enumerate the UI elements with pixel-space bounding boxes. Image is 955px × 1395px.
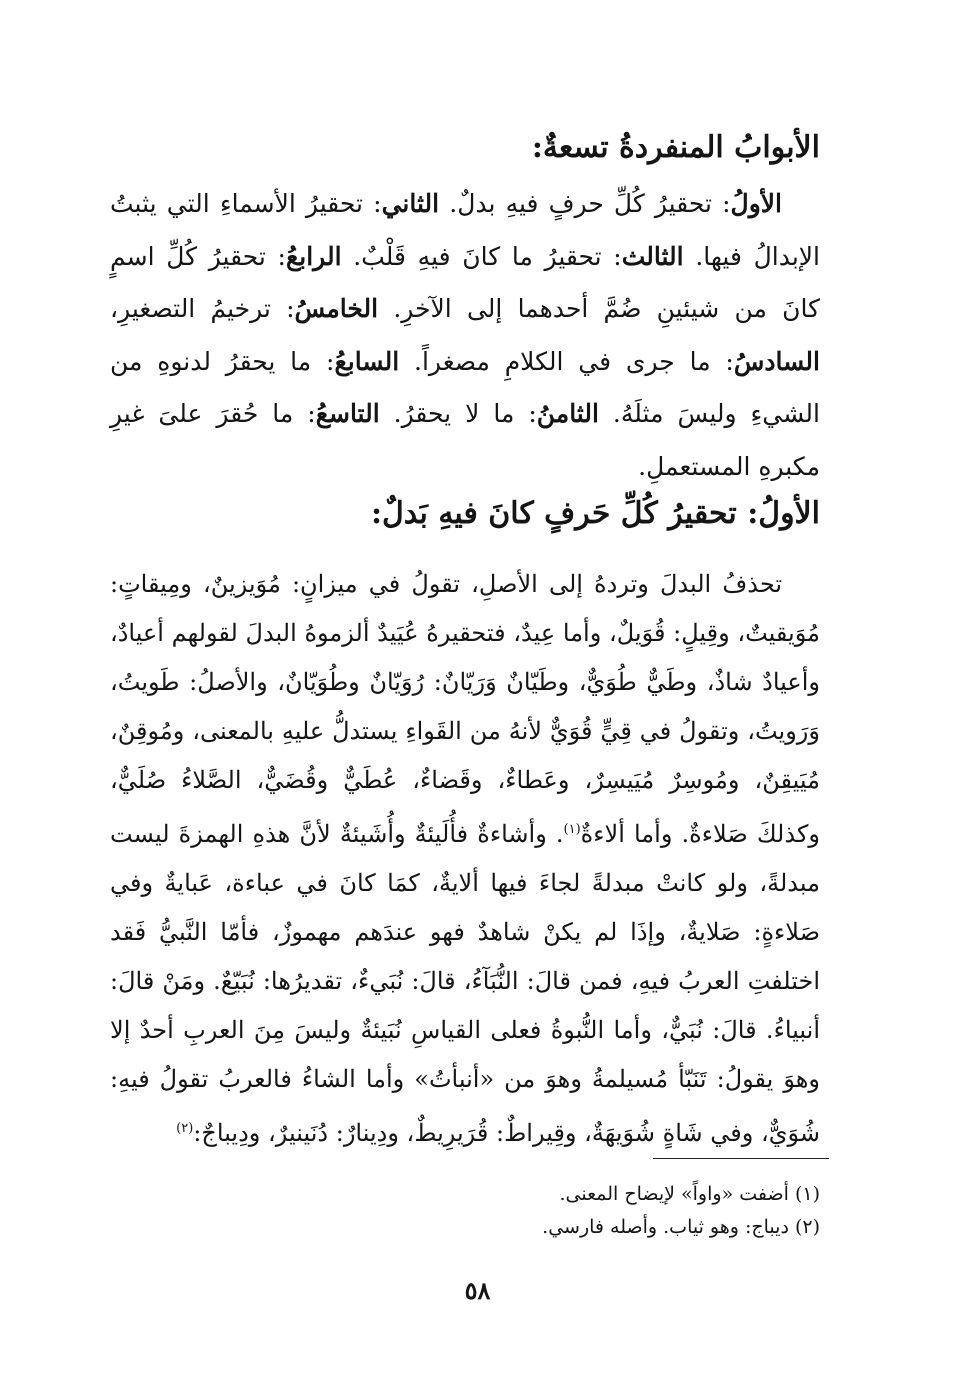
chapter-text-9: : ما حُقرَ علىَ غيرِ مكبرهِ المستعملِ. [110,399,820,481]
chapters-list-paragraph [110,178,820,493]
body-text-part-1: تحذفُ البدلَ وتردهُ إلى الأصلِ، تقولُ في ميزانٍ: مُوَيزينٌ، ومِيقاتٍ: مُوَيقيتٌ، وقِيلٍ: قُوَيلٌ، وأما عِيدٌ، فتحقيرهُ عُيَيدٌ ألزموهُ البدلَ لقولهم أعيادٌ، وأعيادٌ شاذٌ، وطَيٌّ طُوَيٌّ، وطَيّانٌ وَرَيّانٌ: رُوَيّانٌ وطُوَيّانٌ، والأصلُ: طَويتُ، وَرَويتُ، وتقولُ في قِيٍّ قُوَيٌّ لأنهُ من القَواءِ يستدلُّ عليهِ بالمعنى، ومُوقِنٌ، مُيَيقِنٌ، ومُوسِرٌ مُيَيسِرٌ، وعَطاءٌ، وقَضاءٌ، عُطَيٌّ وقُضَيٌّ، الصَّلاءُ صُلَيٌّ، وكذلكَ صَلاءةٌ. وأما ألاءةٌ [110,570,820,848]
chapter-text-5: : ترخيمُ التصغيرِ، [110,294,295,323]
chapter-text-3: : تحقيرُ ما كانَ فيهِ قَلْبٌ. [341,241,622,271]
body-text-part-2: . وأشاءةٌ فأُلَيئةٌ وأُشَيئةٌ لأنَّ هذهِ الهمزةَ ليست مبدلةً، ولو كانتْ مبدلةً لجاءَ فيها ألايةٌ، كمَا كانَ في عباءة، عَبايةٌ وفي صَلاءةٍ: صَلايةٌ، وإذَا لم يكنْ شاهدٌ فهو عندَهم مهموزٌ، فأمّا النَّبيُّ فَقد اختلفتِ العربُ فيهِ، فمن قالَ: النُّبَآءُ، قالَ: نُبَيءٌ، تقديرُها: نُبَيّعٌ. ومَنْ قالَ: أنبياءُ. قالَ: نُبَيٌّ، وأما النُّبوةُ فعلى القياسِ نُبَيئةٌ وليسَ مِنَ العربِ أحدٌ إلا وهوَ يقولُ: تَنَبّأ مُسيلمةُ وهوَ من «أنبأتُ» وأما الشاءُ فالعربُ تقولُ فيهِ: شُوَيٌّ، وفي شَاةٍ شُوَيهَةٌ، وقِيراطٌ: قُرَيرِيطٌ، ودِينارٌ: دُنَينيرٌ، ودِيباجٌ: [110,820,820,1147]
chapter-label-7: السابعُ [334,346,400,376]
footnote-1: (١) أضفت «واواً» لإيضاح المعنى. [559,1183,820,1205]
footnote-2: (٢) ديباج: وهو ثياب. وأصله فارسي. [542,1216,820,1238]
chapter-text-4: : تحقيرُ كُلِّ اسمٍ كانَ من شيئينِ ضُمَّ أحدهما إلى الآخرِ. [110,241,820,323]
chapter-text-8: : ما لا يحقرُ. [379,399,537,428]
page-number: ٥٨ [464,1276,491,1305]
chapter-label-2: الثاني [381,189,440,218]
section-heading-first-chapter: الأولُ: تحقيرُ كُلِّ حَرفٍ كانَ فيهِ بَدلٌ: [370,496,820,531]
chapter-label-8: الثامنُ [536,399,599,428]
footnote-ref-1: (١) [563,822,581,837]
chapter-label-3: الثالث [621,241,684,271]
chapter-label-9: التاسعُ [315,399,380,428]
chapter-label-5: الخامسُ [294,294,379,323]
body-paragraph [110,560,820,1158]
footnote-separator [653,1158,829,1159]
chapter-label-6: السادسُ [733,346,820,376]
chapter-label-1: الأولُ [730,189,782,218]
footnote-ref-2: (٢) [176,1121,194,1136]
section-heading-single-chapters: الأبوابُ المنفردةُ تسعةٌ: [531,130,820,165]
chapter-text-1: : تحقيرُ كُلِّ حرفٍ فيهِ بدلٌ. [439,189,731,218]
chapter-label-4: الرابعُ [285,241,342,271]
chapter-text-6: : ما جرى في الكلامِ مصغراً. [399,346,734,376]
chapter-text-2: : تحقيرُ الأسماءِ التي يثبتُ الإبدالُ فيها. [110,189,820,271]
chapter-text-7: : ما يحقرُ لدنوهِ من الشيءِ وليسَ مثلَهُ. [110,346,820,428]
footnotes [110,1178,820,1244]
